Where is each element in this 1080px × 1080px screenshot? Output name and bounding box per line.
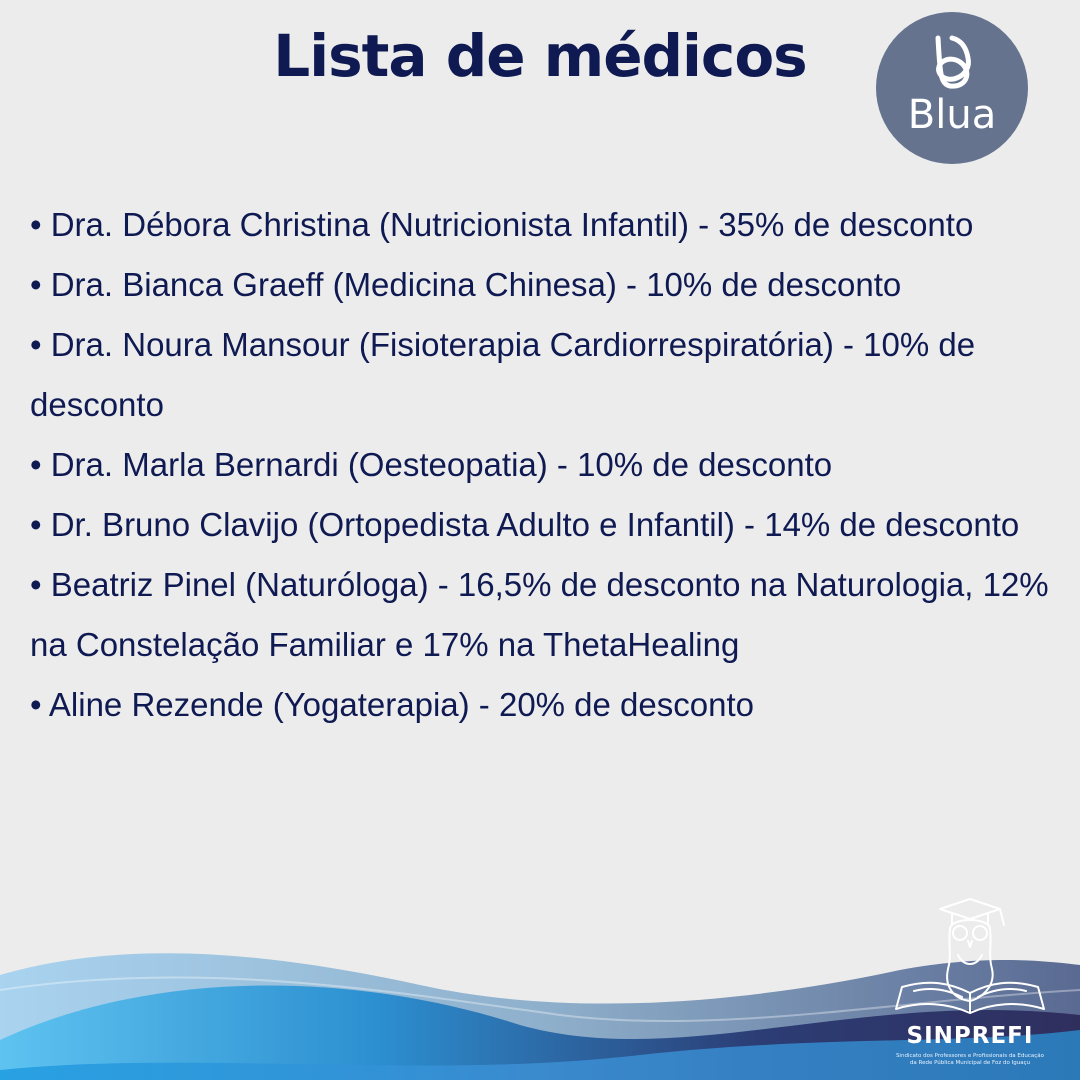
list-item: • Dra. Débora Christina (Nutricionista Infantil) - 35% de desconto bbox=[30, 206, 974, 243]
page-title: Lista de médicos bbox=[273, 22, 807, 90]
list-item: • Dra. Marla Bernardi (Oesteopatia) - 10% de desconto bbox=[30, 446, 833, 483]
b-letter-icon bbox=[876, 12, 1028, 164]
owl-book-icon bbox=[880, 895, 1060, 1025]
sinprefi-name: SINPREFI bbox=[906, 1023, 1034, 1049]
list-item: • Dra. Noura Mansour (Fisioterapia Cardiorrespiratória) - 10% de desconto bbox=[30, 326, 976, 423]
doctor-list bbox=[30, 195, 1050, 735]
sinprefi-logo bbox=[880, 895, 1060, 1080]
blua-logo-text: Blua bbox=[907, 92, 997, 138]
sinprefi-subtitle: Sindicato dos Professores e Profissionais da Educação da Rede Pública Municipal de Foz do Iguaçu bbox=[895, 1053, 1045, 1066]
list-item: • Aline Rezende (Yogaterapia) - 20% de desconto bbox=[30, 686, 754, 723]
list-item: • Beatriz Pinel (Naturóloga) - 16,5% de desconto na Naturologia, 12% na Constelação Familiar e 17% na ThetaHealing bbox=[30, 566, 1049, 663]
blua-logo bbox=[876, 12, 1028, 164]
list-item: • Dr. Bruno Clavijo (Ortopedista Adulto e Infantil) - 14% de desconto bbox=[30, 506, 1020, 543]
list-item: • Dra. Bianca Graeff (Medicina Chinesa) - 10% de desconto bbox=[30, 266, 902, 303]
